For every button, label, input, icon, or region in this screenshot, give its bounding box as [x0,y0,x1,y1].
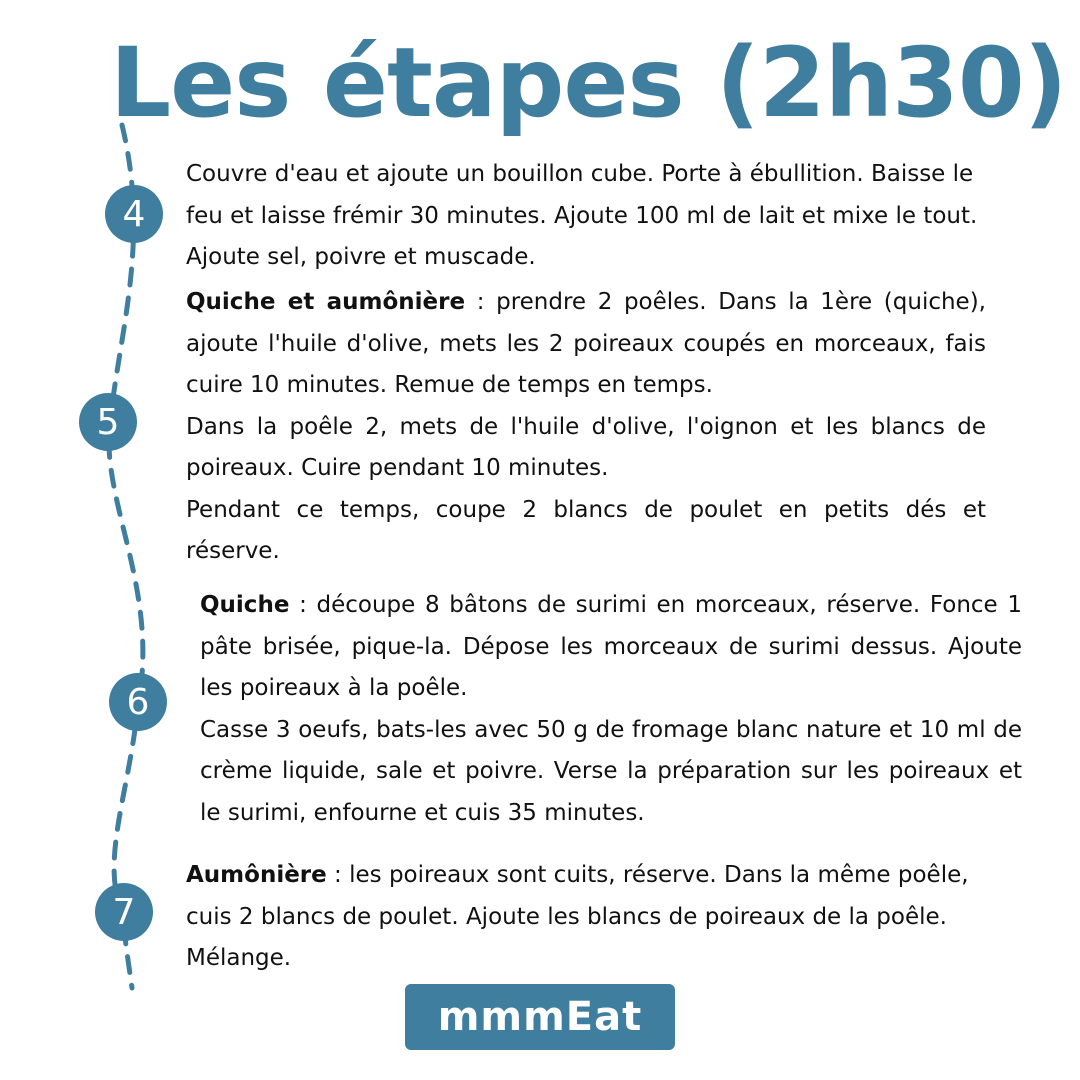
step-7-paragraph-1: Aumônière : les poireaux sont cuits, réserve. Dans la même poêle, cuis 2 blancs de poulet. Ajoute les blancs de poireaux de la poêle. Mélange. [186,862,969,971]
step-5-badge: 5 [79,393,137,451]
step-5-text [186,282,986,573]
step-4-paragraph-1: Couvre d'eau et ajoute un bouillon cube. Porte à ébullition. Baisse le feu et laisse frémir 30 minutes. Ajoute 100 ml de lait et mixe le tout. Ajoute sel, poivre et muscade. [186,161,978,270]
step-5-heading: Quiche et aumônière [186,289,466,315]
step-7-badge: 7 [95,883,153,941]
step-6-paragraph-1: Quiche : découpe 8 bâtons de surimi en morceaux, réserve. Fonce 1 pâte brisée, pique-la. Dépose les morceaux de surimi dessus. Ajoute les poireaux à la poêle. [200,592,1022,701]
step-6-paragraph-2: Casse 3 oeufs, bats-les avec 50 g de fromage blanc nature et 10 ml de crème liquide, sale et poivre. Verse la préparation sur les poireaux et le surimi, enfourne et cuis 35 minutes. [200,716,1022,826]
step-6-text [200,585,1022,834]
step-6-badge: 6 [109,673,167,731]
mmmeat-logo: mmmEat [405,984,675,1050]
step-7-heading: Aumônière [186,862,327,888]
step-5-paragraph-1: Quiche et aumônière : prendre 2 poêles. Dans la 1ère (quiche), ajoute l'huile d'olive, mets les 2 poireaux coupés en morceaux, fais cuire 10 minutes. Remue de temps en temps. [186,289,986,398]
step-4-text [186,154,998,279]
step-5-paragraph-2: Dans la poêle 2, mets de l'huile d'olive, l'oignon et les blancs de poireaux. Cuire pendant 10 minutes. [186,413,986,481]
page-title: Les étapes (2h30) [110,27,1067,139]
step-6-heading: Quiche [200,592,290,618]
step-5-paragraph-3: Pendant ce temps, coupe 2 blancs de poulet en petits dés et réserve. [186,496,986,564]
step-7-text [186,855,976,980]
step-4-badge: 4 [105,185,163,243]
